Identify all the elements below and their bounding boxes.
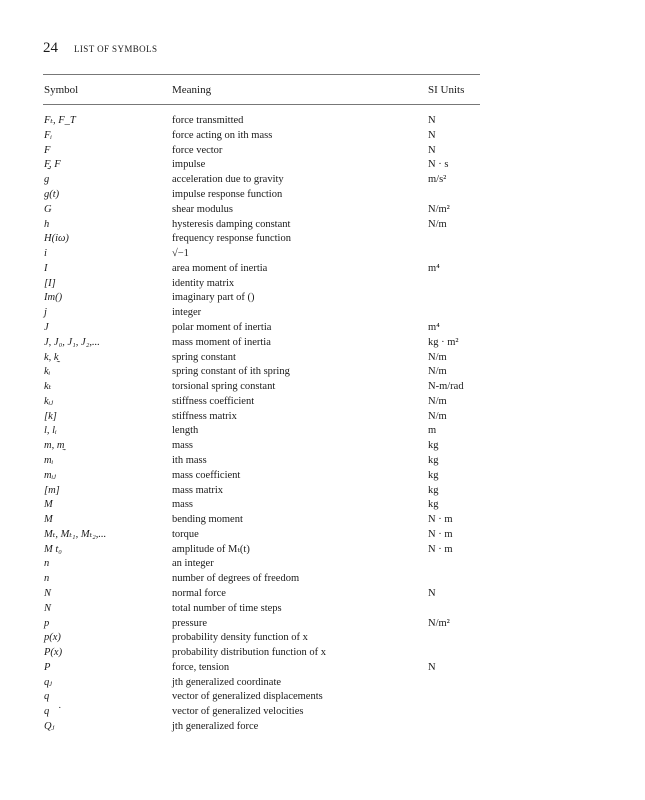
meaning-cell: bending moment <box>172 514 243 526</box>
table-row <box>0 231 645 246</box>
meaning-cell: imaginary part of () <box>172 292 255 304</box>
symbol-cell: i <box>44 248 47 259</box>
meaning-cell: force, tension <box>172 661 230 673</box>
units-cell: N/m <box>428 218 447 230</box>
units-cell: m/s² <box>428 174 447 186</box>
symbol-cell: Im() <box>44 292 63 304</box>
table-row <box>0 660 645 675</box>
table-row <box>0 689 645 704</box>
meaning-cell: identity matrix <box>172 277 235 289</box>
symbol-cell: F⃗ <box>44 144 59 156</box>
symbol-cell: kₜ <box>44 381 52 392</box>
meaning-cell: jth generalized force <box>172 721 259 732</box>
symbol-cell: M <box>44 499 53 511</box>
table-row <box>0 483 645 498</box>
symbol-cell: j <box>44 307 47 319</box>
meaning-cell: mass moment of inertia <box>172 336 271 348</box>
table-row <box>0 409 645 424</box>
units-cell: kg <box>428 469 439 481</box>
units-cell: N <box>428 661 436 673</box>
meaning-cell: mass coefficient <box>172 469 241 481</box>
meaning-cell: acceleration due to gravity <box>172 174 284 186</box>
table-row <box>0 675 645 690</box>
table-row <box>0 423 645 438</box>
meaning-cell: jth generalized coordinate <box>172 676 282 688</box>
table-row <box>0 290 645 305</box>
meaning-cell: pressure <box>172 617 207 629</box>
table-row <box>0 497 645 512</box>
table-row <box>0 438 645 453</box>
meaning-cell: amplitude of Mₜ(t) <box>172 543 250 555</box>
table-row <box>0 453 645 468</box>
units-cell: N · m <box>428 514 453 526</box>
units-cell: kg <box>428 440 439 452</box>
symbol-cell: J, J₀, J₁, J₂,... <box>44 336 100 348</box>
symbol-cell: J <box>44 321 49 333</box>
symbol-cell: kᵢ <box>44 366 51 378</box>
symbol-cell: [k] <box>44 410 57 422</box>
units-cell: N/m² <box>428 617 450 629</box>
meaning-cell: length <box>172 425 199 437</box>
column-header-units: SI Units <box>428 84 465 96</box>
meaning-cell: shear modulus <box>172 203 233 215</box>
symbol-cell: N <box>44 602 52 614</box>
table-row <box>0 128 645 143</box>
units-cell: kg <box>428 499 439 511</box>
table-header-rule <box>43 104 480 105</box>
units-cell: N · m <box>428 528 453 540</box>
meaning-cell: normal force <box>172 588 226 599</box>
running-title: LIST OF SYMBOLS <box>74 44 158 54</box>
symbol-cell: g <box>44 174 50 186</box>
units-cell: kg <box>428 454 439 466</box>
table-row <box>0 379 645 394</box>
symbol-cell: Fₜ, F_T <box>44 115 76 126</box>
units-cell: N/m² <box>428 203 450 215</box>
table-row <box>0 556 645 571</box>
table-row <box>0 202 645 217</box>
units-cell: N/m <box>428 351 447 363</box>
meaning-cell: polar moment of inertia <box>172 321 272 333</box>
symbol-cell: Mₜ, Mₜ₁, Mₜ₂,... <box>44 528 107 540</box>
table-top-rule <box>43 74 480 75</box>
meaning-cell: frequency response function <box>172 233 291 245</box>
symbol-cell: p <box>44 617 50 629</box>
meaning-cell: spring constant of ith spring <box>172 366 290 378</box>
column-header-meaning: Meaning <box>172 84 212 96</box>
table-row <box>0 261 645 276</box>
table-row <box>0 542 645 557</box>
units-cell: kg <box>428 484 439 496</box>
table-row <box>0 468 645 483</box>
table-row <box>0 113 645 128</box>
symbol-cell: q⃗ <box>44 691 58 703</box>
meaning-cell: torque <box>172 528 199 540</box>
meaning-cell: hysteresis damping constant <box>172 218 291 230</box>
table-row <box>0 320 645 335</box>
units-cell: m <box>428 425 437 437</box>
units-cell: N/m <box>428 366 447 378</box>
meaning-cell: an integer <box>172 558 214 570</box>
table-row <box>0 586 645 601</box>
table-row <box>0 645 645 660</box>
table-row <box>0 512 645 527</box>
symbol-cell: m, m̰ <box>44 440 65 452</box>
symbol-cell: G <box>44 203 52 215</box>
meaning-cell: probability distribution function of x <box>172 647 326 659</box>
meaning-cell: mass <box>172 440 193 452</box>
column-header-symbol: Symbol <box>44 84 79 96</box>
table-row <box>0 527 645 542</box>
table-row <box>0 601 645 616</box>
symbol-cell: [I] <box>44 277 56 289</box>
meaning-cell: impulse response function <box>172 188 283 200</box>
table-row <box>0 172 645 187</box>
symbol-cell: Fᵢ <box>44 129 53 141</box>
symbol-cell: H(iω) <box>44 233 69 245</box>
meaning-cell: number of degrees of freedom <box>172 573 300 585</box>
symbol-cell: I <box>44 262 48 274</box>
table-row <box>0 157 645 172</box>
table-row <box>0 364 645 379</box>
symbol-cell: k, k̰ <box>44 351 59 363</box>
table-row <box>0 616 645 631</box>
symbol-cell: F̰, F <box>44 159 61 171</box>
table-row <box>0 276 645 291</box>
meaning-cell: √−1 <box>172 248 189 259</box>
meaning-cell: total number of time steps <box>172 602 282 614</box>
units-cell: N/m <box>428 395 447 407</box>
meaning-cell: force vector <box>172 144 223 156</box>
meaning-cell: mass <box>172 499 193 511</box>
symbol-cell: mᵢⱼ <box>44 469 57 481</box>
meaning-cell: probability density function of x <box>172 632 308 644</box>
meaning-cell: force acting on ith mass <box>172 129 273 141</box>
table-row <box>0 305 645 320</box>
symbol-cell: qⱼ <box>44 676 53 688</box>
meaning-cell: spring constant <box>172 351 236 363</box>
units-cell: N <box>428 115 436 126</box>
table-row <box>0 335 645 350</box>
meaning-cell: integer <box>172 307 202 319</box>
table-row <box>0 187 645 202</box>
meaning-cell: stiffness coefficient <box>172 395 255 407</box>
symbol-cell: P(x) <box>44 647 63 659</box>
units-cell: N/m <box>428 410 447 422</box>
symbol-cell: l, lᵢ <box>44 425 57 437</box>
table-row <box>0 143 645 158</box>
units-cell: N · s <box>428 159 449 171</box>
symbol-cell: g(t) <box>44 188 60 200</box>
symbol-cell: n <box>44 573 50 585</box>
symbol-cell: M <box>44 514 53 526</box>
meaning-cell: impulse <box>172 159 206 171</box>
symbol-cell: kᵢⱼ <box>44 395 54 407</box>
meaning-cell: force transmitted <box>172 115 244 126</box>
units-cell: N-m/rad <box>428 381 464 392</box>
meaning-cell: area moment of inertia <box>172 262 268 274</box>
units-cell: m⁴ <box>428 321 440 333</box>
page-number: 24 <box>43 40 58 56</box>
table-row <box>0 350 645 365</box>
meaning-cell: ith mass <box>172 454 207 466</box>
units-cell: m⁴ <box>428 262 440 274</box>
table-row <box>0 246 645 261</box>
meaning-cell: vector of generalized velocities <box>172 706 304 718</box>
meaning-cell: torsional spring constant <box>172 381 276 392</box>
symbol-cell: M t₀ <box>44 543 62 555</box>
symbol-cell: q⃗̇ <box>44 706 58 718</box>
table-row <box>0 704 645 719</box>
units-cell: N <box>428 144 436 156</box>
symbol-cell: P <box>44 661 51 673</box>
meaning-cell: stiffness matrix <box>172 410 237 422</box>
meaning-cell: vector of generalized displacements <box>172 691 323 703</box>
units-cell: N <box>428 588 436 599</box>
symbol-cell: mᵢ <box>44 454 54 466</box>
table-row <box>0 630 645 645</box>
symbol-cell: N <box>44 588 52 599</box>
table-row <box>0 394 645 409</box>
symbol-cell: n <box>44 558 50 570</box>
symbol-cell: [m] <box>44 484 60 496</box>
symbol-cell: h <box>44 218 50 230</box>
symbol-cell: p(x) <box>44 632 61 644</box>
table-row <box>0 217 645 232</box>
table-row <box>0 571 645 586</box>
table-row <box>0 719 645 734</box>
meaning-cell: mass matrix <box>172 484 224 496</box>
symbol-cell: Qⱼ <box>44 721 55 732</box>
units-cell: N · m <box>428 543 453 555</box>
units-cell: N <box>428 129 436 141</box>
units-cell: kg · m² <box>428 336 459 348</box>
